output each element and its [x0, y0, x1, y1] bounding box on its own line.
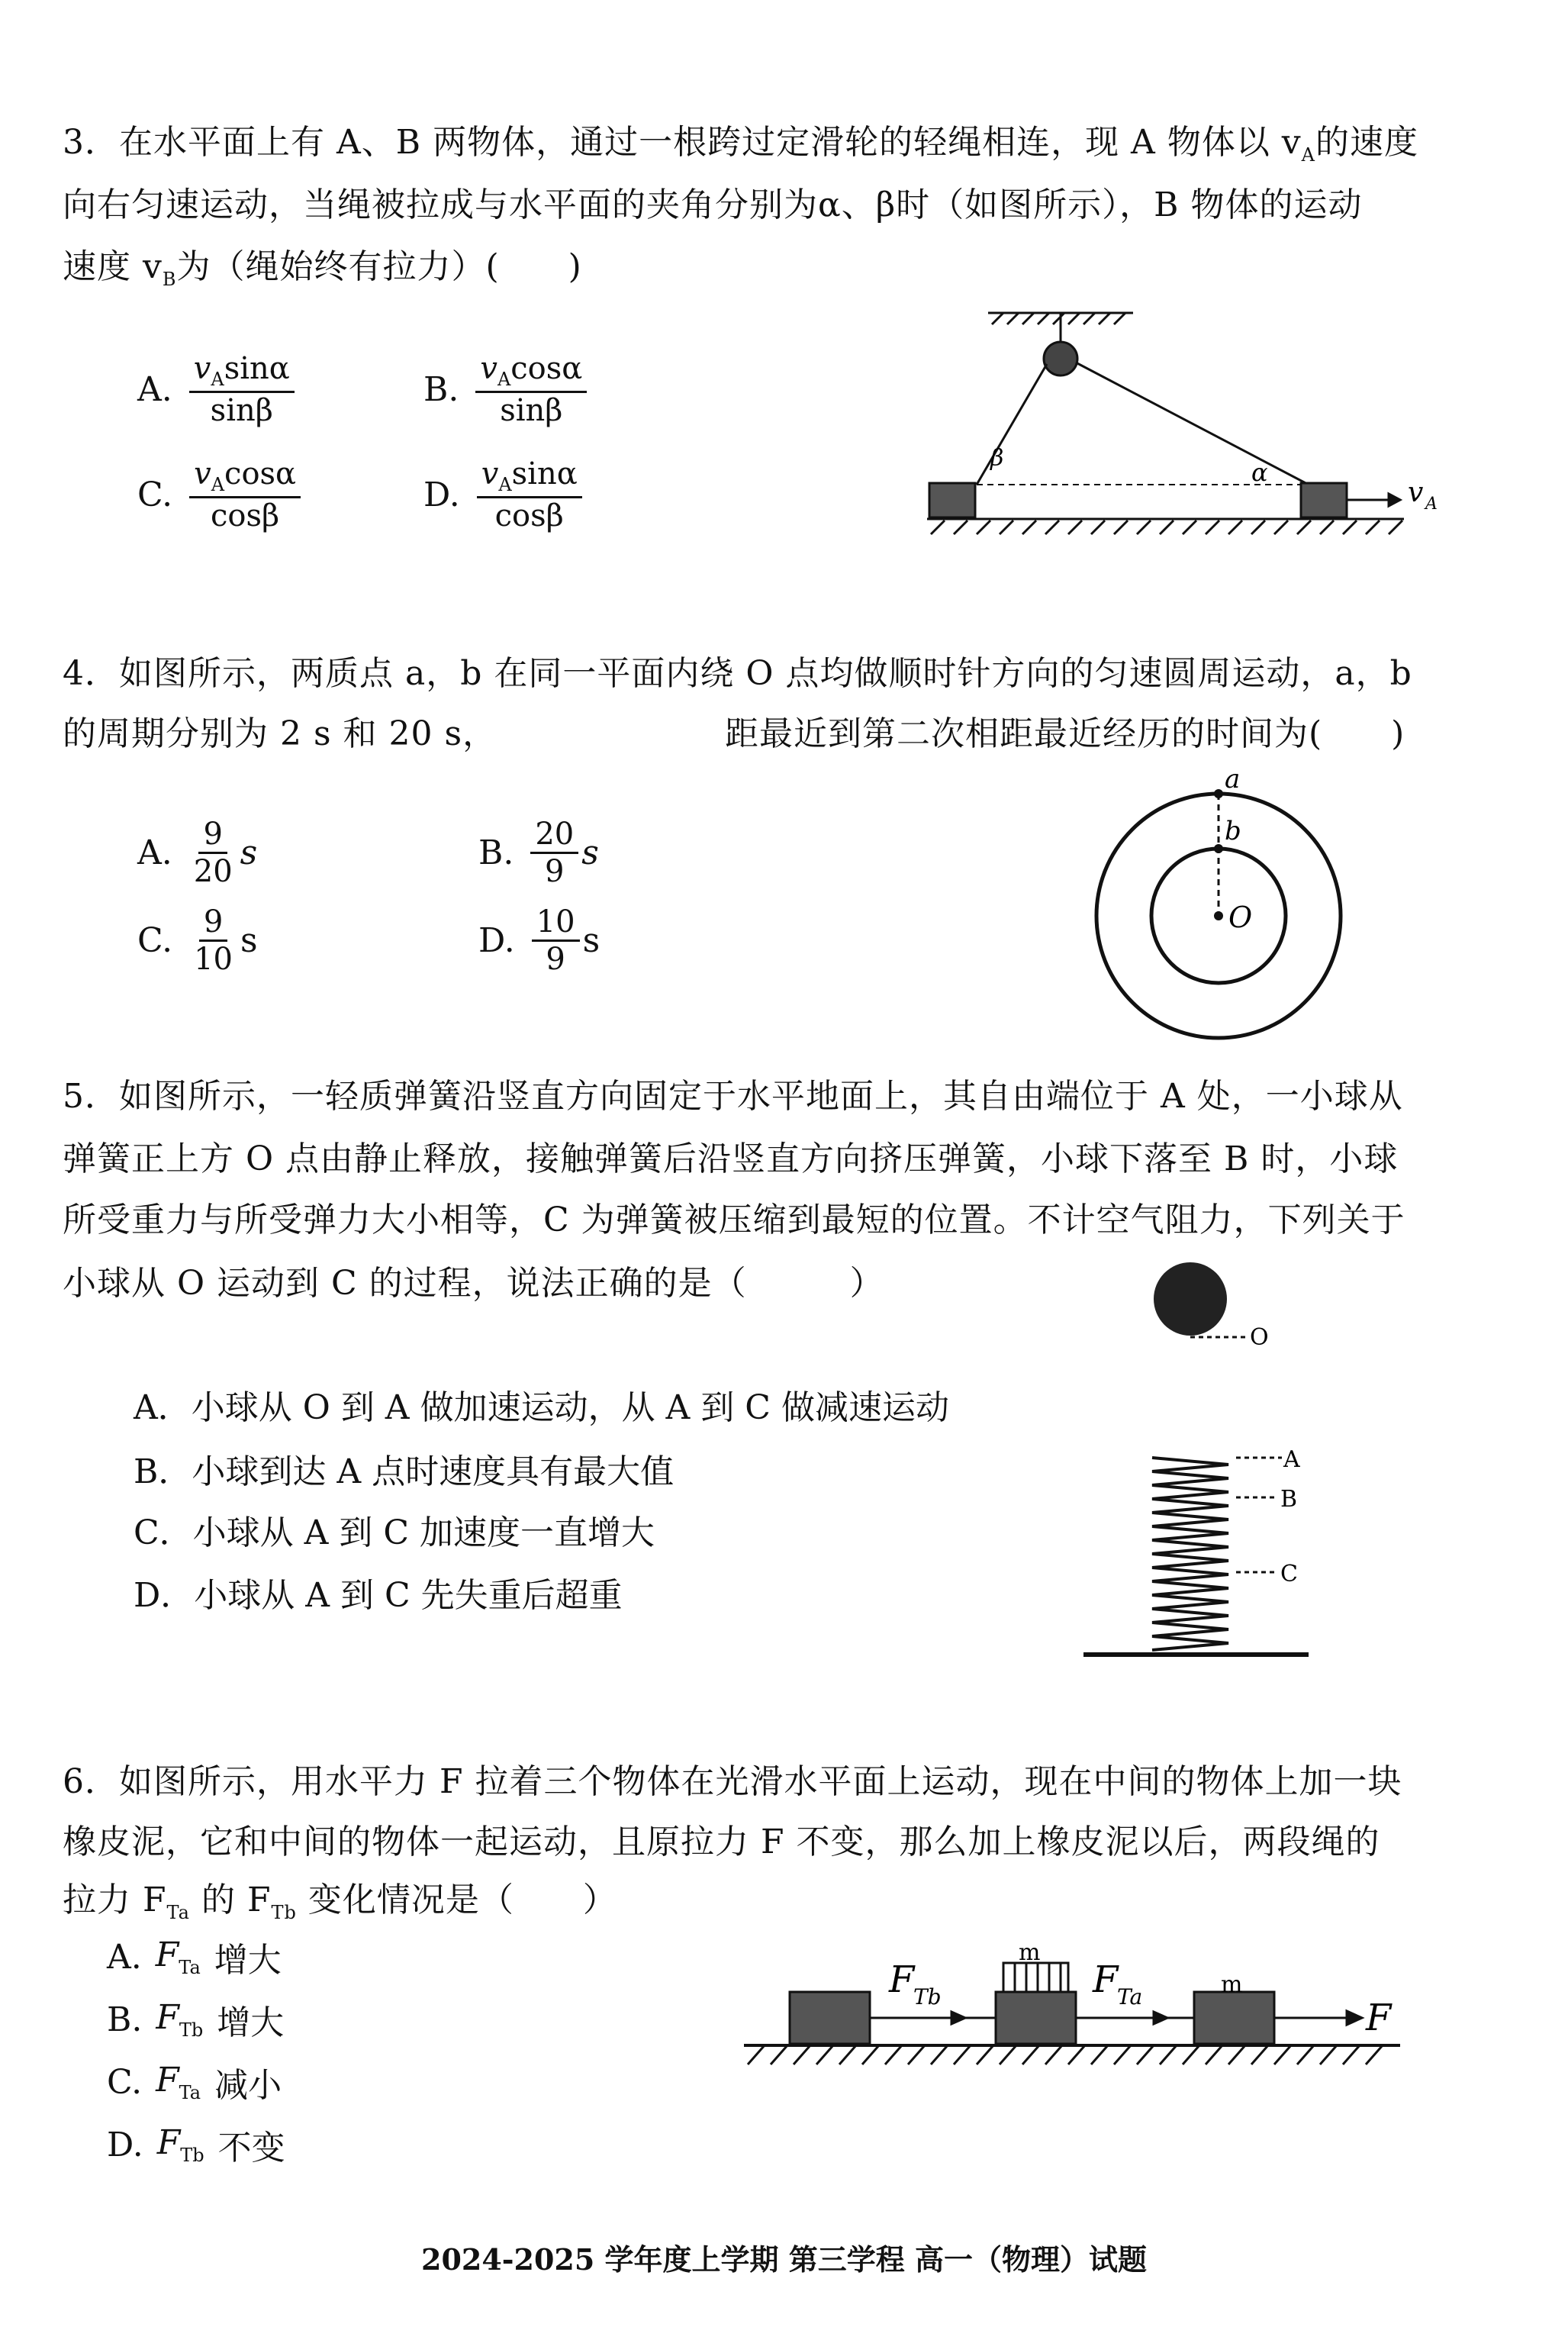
page-footer: 2024-2025 学年度上学期 第三学程 高一（物理）试题: [421, 2242, 1147, 2277]
q4-option-a[interactable]: [137, 817, 257, 889]
subscript: A: [1301, 143, 1316, 166]
numerator: cosα: [510, 351, 583, 386]
numerator: cosα: [224, 456, 297, 491]
denominator: cosβ: [494, 498, 564, 533]
option-label: B.: [107, 2000, 143, 2039]
option-label: D.: [478, 921, 515, 960]
force: [156, 1935, 201, 1978]
block-3: [1194, 1992, 1274, 2044]
denominator: 20: [193, 854, 233, 889]
f: F: [156, 1998, 179, 2038]
q5-option-d[interactable]: D．小球从 A 到 C 先失重后超重: [134, 1576, 623, 1615]
q6-line-2: 橡皮泥，它和中间的物体一起运动，且原拉力 F 不变，那么加上橡皮泥以后，两段绳的: [63, 1823, 1380, 1861]
q5-option-b[interactable]: B．小球到达 A 点时速度具有最大值: [134, 1452, 675, 1491]
text: 的速度: [1315, 123, 1419, 162]
v: v: [193, 351, 211, 386]
q3-option-c[interactable]: [137, 456, 301, 533]
fraction: [530, 817, 578, 889]
numerator: 10: [532, 904, 580, 942]
label-o: O: [1228, 901, 1253, 934]
fraction: [189, 456, 301, 533]
sub: Tb: [271, 1901, 297, 1923]
spring-icon: [1152, 1458, 1228, 1650]
putty-label: m: [1019, 1939, 1041, 1966]
q3-option-a[interactable]: [137, 351, 295, 428]
sub: Tb: [179, 2019, 204, 2041]
unit: s: [240, 921, 258, 960]
numerator: 20: [530, 817, 578, 854]
sub: Ta: [179, 1956, 201, 1978]
va-sub: A: [1425, 495, 1438, 514]
block-a: [1301, 483, 1347, 517]
fraction: [477, 456, 582, 533]
option-label: B.: [478, 833, 514, 872]
ceiling-hatch: [992, 313, 1125, 324]
putty-label-2: m: [1221, 1971, 1243, 1998]
q3-line-1: [63, 114, 1418, 166]
v: v: [480, 351, 497, 386]
q5-option-c[interactable]: C．小球从 A 到 C 加速度一直增大: [134, 1513, 655, 1552]
text: 3．在水平面上有 A、B 两物体，通过一根跨过定滑轮的轻绳相连，现 A 物体以 v: [63, 123, 1302, 162]
force: [156, 1998, 203, 2041]
alpha-label: α: [1251, 458, 1268, 487]
unit: s: [240, 833, 258, 872]
option-label: A.: [137, 369, 172, 409]
q6-line-1: 6．如图所示，用水平力 F 拉着三个物体在光滑水平面上运动，现在中间的物体上加一块: [63, 1762, 1402, 1801]
block-2: [996, 1992, 1076, 2044]
f: F: [156, 2061, 179, 2100]
fraction: [189, 817, 237, 889]
fraction: [475, 351, 587, 428]
q6-option-d[interactable]: [107, 2120, 285, 2169]
v: v: [194, 456, 211, 491]
f: F: [156, 2123, 181, 2163]
text: 为（绳始终有拉力）( ): [176, 247, 582, 286]
q6-option-a[interactable]: [107, 1932, 282, 1981]
label-o: O: [1250, 1324, 1269, 1351]
q5-line-1: 5．如图所示，一轻质弹簧沿竖直方向固定于水平地面上，其自由端位于 A 处，一小球从: [63, 1077, 1403, 1116]
sub: A: [211, 474, 225, 495]
numerator: 9: [199, 904, 227, 942]
label-b: B: [1280, 1486, 1298, 1513]
text: 变化情况是（ ）: [296, 1881, 617, 1919]
q3-option-b[interactable]: [423, 351, 587, 428]
denominator: 10: [194, 942, 233, 977]
q3-line-3: [63, 239, 582, 290]
q3-pulley-diagram: [916, 301, 1450, 553]
v: v: [481, 456, 499, 491]
label-b: b: [1225, 816, 1241, 846]
subscript: B: [162, 268, 177, 290]
denominator: 9: [545, 854, 565, 889]
ftb-sub: Tb: [913, 1984, 942, 2009]
q3-line-2: 向右匀速运动，当绳被拉成与水平面的夹角分别为α、β时（如图所示），B 物体的运动: [63, 185, 1363, 224]
force: [157, 2123, 204, 2166]
putty: [1003, 1963, 1068, 1992]
numerator: 9: [198, 817, 227, 854]
q5-spring-diagram: [1076, 1252, 1328, 1664]
text: 速度 v: [63, 247, 163, 286]
q4-option-d[interactable]: [478, 904, 600, 977]
numerator: sinα: [224, 351, 290, 386]
sub: A: [211, 369, 224, 390]
q4-circle-diagram: [1083, 763, 1358, 1046]
q6-option-c[interactable]: [107, 2058, 282, 2106]
block-b: [929, 483, 975, 517]
q4-line-2b: 距最近到第二次相距最近经历的时间为( ): [725, 714, 1405, 753]
unit: s: [582, 921, 600, 960]
sub: Ta: [179, 2081, 201, 2103]
option-text: 减小: [214, 2066, 282, 2105]
label-a: a: [1225, 764, 1241, 794]
option-label: B.: [423, 369, 459, 409]
pulley-icon: [1044, 342, 1077, 375]
denominator: 9: [546, 942, 565, 977]
denominator: sinβ: [210, 392, 273, 428]
fta-sub: Ta: [1117, 1984, 1143, 2009]
beta-label: β: [990, 445, 1004, 472]
q6-line-3: [63, 1872, 617, 1923]
option-label: C.: [137, 921, 173, 960]
option-label: C.: [137, 475, 173, 514]
denominator: cosβ: [211, 498, 280, 533]
point-o: [1214, 911, 1223, 920]
fta-label: F: [1093, 1958, 1119, 2001]
label-c: C: [1280, 1561, 1298, 1587]
numerator: sinα: [511, 456, 578, 491]
option-label: A.: [137, 833, 172, 872]
ftb-label: F: [889, 1958, 915, 2001]
q4-option-b[interactable]: [478, 817, 599, 889]
point-a: [1214, 789, 1223, 798]
q3-option-d[interactable]: [423, 456, 582, 533]
unit: s: [581, 833, 599, 872]
option-text: 不变: [217, 2129, 285, 2167]
sub: Ta: [166, 1901, 190, 1923]
option-label: D.: [107, 2125, 143, 2164]
q4-line-2: 的周期分别为 2 s 和 20 s，: [63, 714, 497, 753]
q6-blocks-diagram: [736, 1931, 1415, 2068]
point-b: [1214, 844, 1223, 853]
q5-line-4: 小球从 O 运动到 C 的过程，说法正确的是（ ）: [63, 1264, 884, 1303]
fraction: [532, 904, 580, 977]
q5-line-3: 所受重力与所受弹力大小相等，C 为弹簧被压缩到最短的位置。不计空气阻力，下列关于: [63, 1201, 1405, 1239]
q4-line-1: 4．如图所示，两质点 a，b 在同一平面内绕 O 点均做顺时针方向的匀速圆周运动，a，b: [63, 654, 1412, 693]
force: [156, 2061, 201, 2103]
q5-line-2: 弹簧正上方 O 点由静止释放，接触弹簧后沿竖直方向挤压弹簧，小球下落至 B 时，小球: [63, 1139, 1399, 1178]
va-label: v: [1408, 477, 1424, 508]
denominator: sinβ: [500, 392, 563, 428]
q5-option-a[interactable]: A．小球从 O 到 A 做加速运动，从 A 到 C 做减速运动: [134, 1388, 949, 1427]
f-label: F: [1366, 1997, 1392, 2039]
option-text: 增大: [214, 1941, 282, 1980]
sub: Tb: [180, 2144, 204, 2166]
label-a: A: [1283, 1446, 1300, 1473]
sub: A: [497, 369, 511, 390]
option-label: C.: [107, 2062, 143, 2102]
block-1: [790, 1992, 870, 2044]
option-label: D.: [423, 475, 460, 514]
sub: A: [498, 474, 512, 495]
fraction: [189, 351, 295, 428]
q6-option-b[interactable]: [107, 1995, 284, 2044]
fraction: [189, 904, 237, 977]
ball-icon: [1154, 1262, 1227, 1336]
f: F: [155, 1935, 179, 1975]
q4-option-c[interactable]: [137, 904, 258, 977]
option-label: A.: [107, 1937, 142, 1977]
option-text: 增大: [217, 2003, 285, 2042]
text: 的 F: [189, 1881, 272, 1919]
text: 拉力 F: [63, 1881, 167, 1919]
